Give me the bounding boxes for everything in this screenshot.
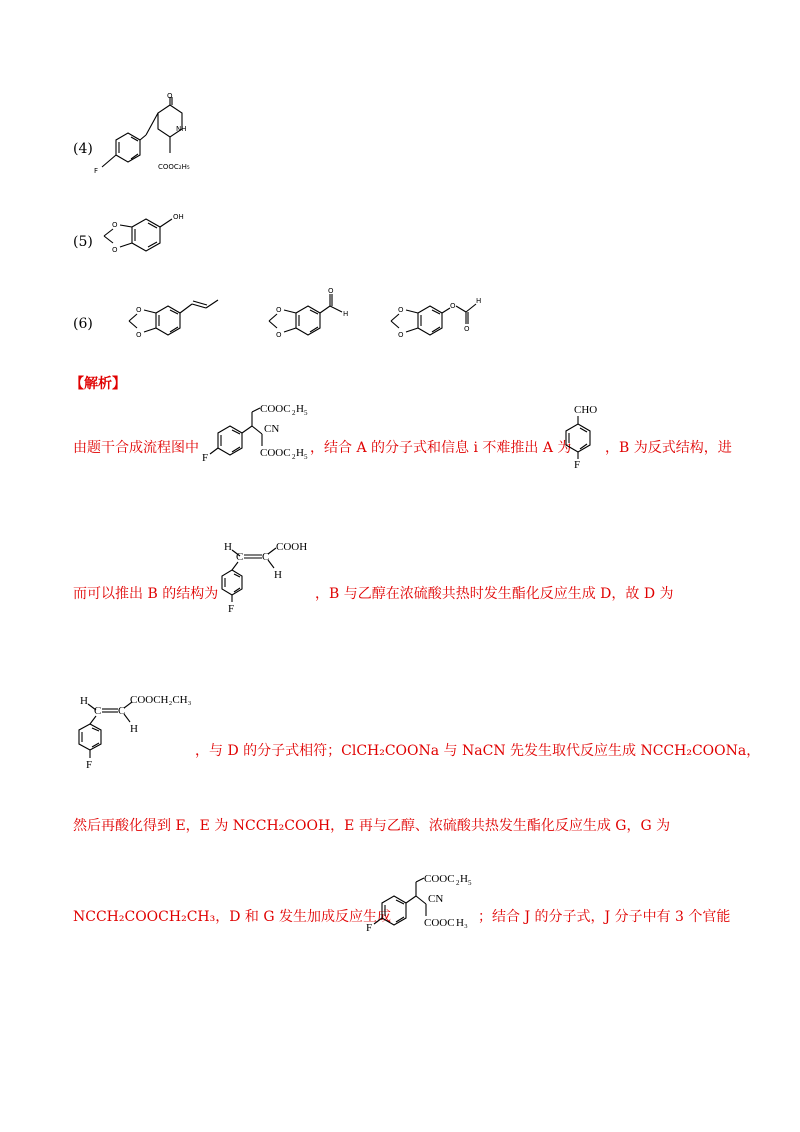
fluorine-label: F <box>366 922 373 934</box>
h-label-bottom: H <box>296 447 304 459</box>
oxygen-label-bottom: O <box>112 246 118 254</box>
structure-6c-formate-ester <box>386 288 496 348</box>
oxygen-label-bottom: O <box>136 331 142 339</box>
structure-diester-nitrile-1 <box>204 398 334 468</box>
hydroxyl-label: OH <box>173 213 184 221</box>
aldehyde-oxygen-label: O <box>328 287 334 295</box>
fluorine-label: F <box>574 459 581 471</box>
structure-a-fluorobenzaldehyde <box>560 402 610 471</box>
ester-label: COOCH₂CH₃ <box>130 694 192 706</box>
ester-label-bottom: COOC <box>424 917 455 929</box>
oxygen-label: O <box>167 92 173 100</box>
oxygen-label-top: O <box>276 306 282 314</box>
carbon-label-1: C <box>94 705 102 717</box>
fluorine-label: F <box>228 603 235 615</box>
formyl-h-label: H <box>476 297 482 305</box>
structure-diester-nitrile-2 <box>368 868 498 938</box>
carbon-label-2: C <box>118 705 126 717</box>
aldehyde-label: CHO <box>574 404 598 416</box>
oxygen-label-top: O <box>112 221 118 229</box>
paragraph-5-part-a: NCCH₂COOCH₂CH₃，D 和 G 发生加成反应生成 <box>73 909 391 925</box>
carbon-label-1: C <box>236 551 244 563</box>
carbonyl-oxygen-label: O <box>464 325 470 333</box>
carbon-label-2: C <box>262 551 270 563</box>
aldehyde-h-label: H <box>343 310 349 318</box>
nh-label: NH <box>176 125 187 133</box>
paragraph-1-part-c: ，B 为反式结构，进 <box>605 440 732 456</box>
paragraph-2-part-a: 而可以推出 B 的结构为 <box>73 586 219 602</box>
vinyl-h-label-1: H <box>224 541 232 553</box>
paragraph-1-part-a: 由题干合成流程图中 <box>73 440 199 456</box>
ester-label-top: COOC <box>424 873 455 885</box>
h-label-top: H <box>296 403 304 415</box>
ester-label-top: COOC <box>260 403 291 415</box>
ester-label-bottom: COOC <box>260 447 291 459</box>
fluorine-label: F <box>86 759 93 771</box>
h3-label-bottom: H₃ <box>456 917 468 929</box>
nitrile-label: CN <box>428 893 444 905</box>
paragraph-1-part-b: ，结合 A 的分子式和信息 i 不难推出 A 为 <box>310 440 572 456</box>
sub-2-top: 2 <box>292 409 296 417</box>
fluorine-label: F <box>202 452 209 464</box>
sub-2-bottom: 2 <box>292 453 296 461</box>
ester-oxygen-label: O <box>450 302 456 310</box>
sub-5-top: 5 <box>468 879 472 887</box>
sub-5-bottom: 5 <box>304 453 308 461</box>
structure-b-cinnamic-acid <box>212 538 322 618</box>
fluorine-label: F <box>94 167 99 175</box>
paragraph-5-part-b: ；结合 J 的分子式，J 分子中有 3 个官能 <box>478 909 731 925</box>
vinyl-h-label-2: H <box>274 569 282 581</box>
item-label-4: (4) <box>73 141 93 157</box>
oxygen-label-bottom: O <box>276 331 282 339</box>
oxygen-label-top: O <box>136 306 142 314</box>
ester-label: COOC₂H₅ <box>158 163 190 171</box>
carboxyl-label: COOH <box>276 541 308 553</box>
paragraph-4: 然后再酸化得到 E，E 为 NCCH₂COOH，E 再与乙醇、浓硫酸共热发生酯化反应生成 G，G 为 <box>73 818 671 834</box>
structure-5-sesamol <box>90 205 200 265</box>
h-label-top: H <box>460 873 468 885</box>
structure-4-piperidinone <box>88 92 208 185</box>
structure-6a-isosafrole <box>118 288 238 348</box>
structure-d-ethyl-cinnamate <box>74 690 214 780</box>
oxygen-label-bottom: O <box>398 331 404 339</box>
sub-2-top: 2 <box>456 879 460 887</box>
nitrile-label: CN <box>264 423 280 435</box>
analysis-title: 【解析】 <box>70 376 126 392</box>
structure-6b-piperonal <box>258 288 358 348</box>
item-label-5: (5) <box>73 234 93 250</box>
vinyl-h-label-1: H <box>80 695 88 707</box>
paragraph-3: ，与 D 的分子式相符；ClCH₂COONa 与 NaCN 先发生取代反应生成 NCCH₂COONa， <box>195 743 761 759</box>
vinyl-h-label-2: H <box>130 723 138 735</box>
paragraph-2-part-b: ，B 与乙醇在浓硫酸共热时发生酯化反应生成 D，故 D 为 <box>315 586 674 602</box>
oxygen-label-top: O <box>398 306 404 314</box>
item-label-6: (6) <box>73 316 93 332</box>
sub-5-top: 5 <box>304 409 308 417</box>
